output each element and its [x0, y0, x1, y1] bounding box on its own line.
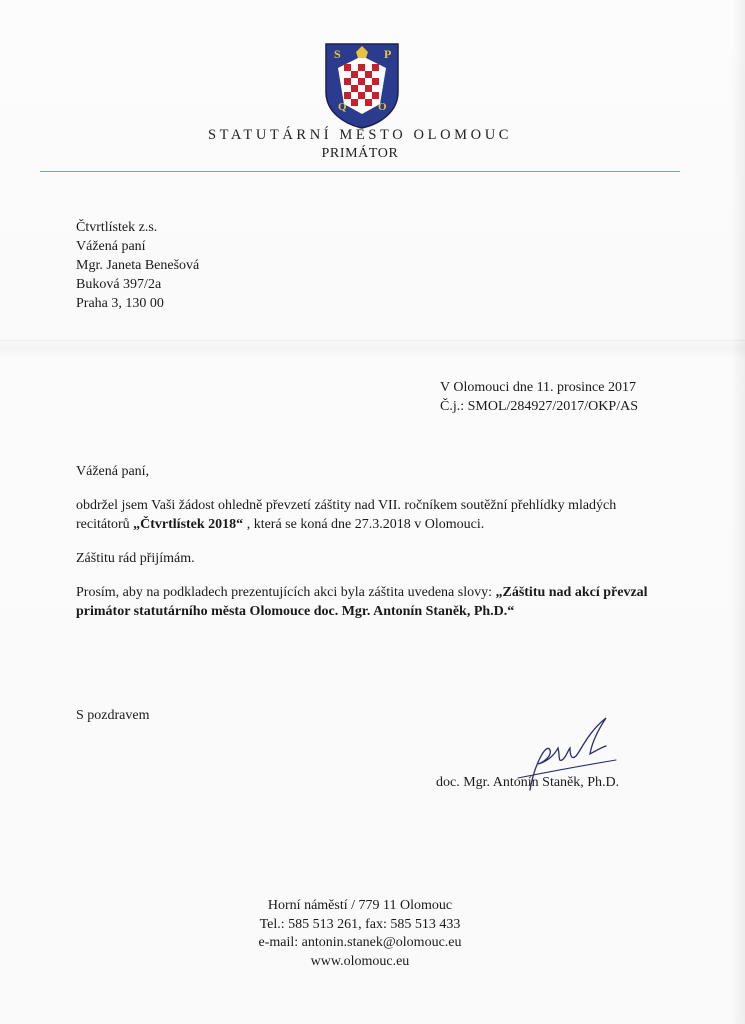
- place-date: V Olomouci dne 11. prosince 2017: [440, 380, 636, 395]
- date-reference-block: [440, 378, 638, 416]
- addressee-block: [76, 218, 199, 313]
- reference-number: Č.j.: SMOL/284927/2017/OKP/AS: [440, 399, 638, 414]
- office-title: PRIMÁTOR: [321, 146, 399, 161]
- footer-website: www.olomouc.eu: [310, 953, 410, 969]
- body-paragraph-3: [76, 583, 666, 621]
- crest-letter-s: S: [334, 47, 341, 61]
- olomouc-coat-of-arms-icon: [322, 40, 402, 130]
- header-divider: [40, 171, 680, 172]
- footer-phone: Tel.: 585 513 261, fax: 585 513 433: [259, 916, 461, 932]
- crest-letter-p: P: [384, 47, 392, 61]
- crest-letter-o: O: [378, 101, 387, 113]
- closing-greeting: S pozdravem: [76, 708, 150, 723]
- paper-fold-line: [0, 340, 745, 341]
- addressee-line: Praha 3, 130 00: [76, 296, 164, 311]
- crest-letter-q: Q: [338, 101, 347, 113]
- addressee-line: Vážená paní: [76, 239, 146, 254]
- city-name-heading: STATUTÁRNÍ MĚSTO OLOMOUC: [207, 127, 513, 143]
- letter-body: [76, 462, 666, 621]
- footer-contact-block: [200, 897, 520, 971]
- body-paragraph-2: Záštitu rád přijímám.: [76, 551, 195, 566]
- para1-text-a: obdržel jsem Vaši žádost ohledně převzetí záštity nad VII. ročníkem soutěžní přehlídky mladých recitátorů: [76, 498, 617, 532]
- footer-email: e-mail: antonin.stanek@olomouc.eu: [258, 935, 462, 950]
- addressee-line: Buková 397/2a: [76, 277, 162, 292]
- body-paragraph-1: [76, 496, 666, 534]
- signer-name: doc. Mgr. Antonín Staněk, Ph.D.: [436, 775, 620, 790]
- scan-edge-shadow: [731, 0, 745, 1024]
- patronage-wording: „Záštitu nad akcí převzal primátor statutárního města Olomouce doc. Mgr. Antonín Staněk, Ph.D.“: [76, 585, 648, 619]
- footer-address: Horní náměstí / 779 11 Olomouc: [267, 898, 453, 913]
- para1-text-b: , která se koná dne 27.3.2018 v Olomouci.: [243, 517, 485, 532]
- salutation: Vážená paní,: [76, 464, 150, 479]
- addressee-line: Čtvrtlístek z.s.: [76, 220, 158, 235]
- addressee-line: Mgr. Janeta Benešová: [76, 258, 200, 273]
- para3-text-a: Prosím, aby na podkladech prezentujících akci byla záštita uvedena slovy:: [76, 585, 496, 600]
- event-name: „Čtvrtlístek 2018“: [133, 517, 244, 532]
